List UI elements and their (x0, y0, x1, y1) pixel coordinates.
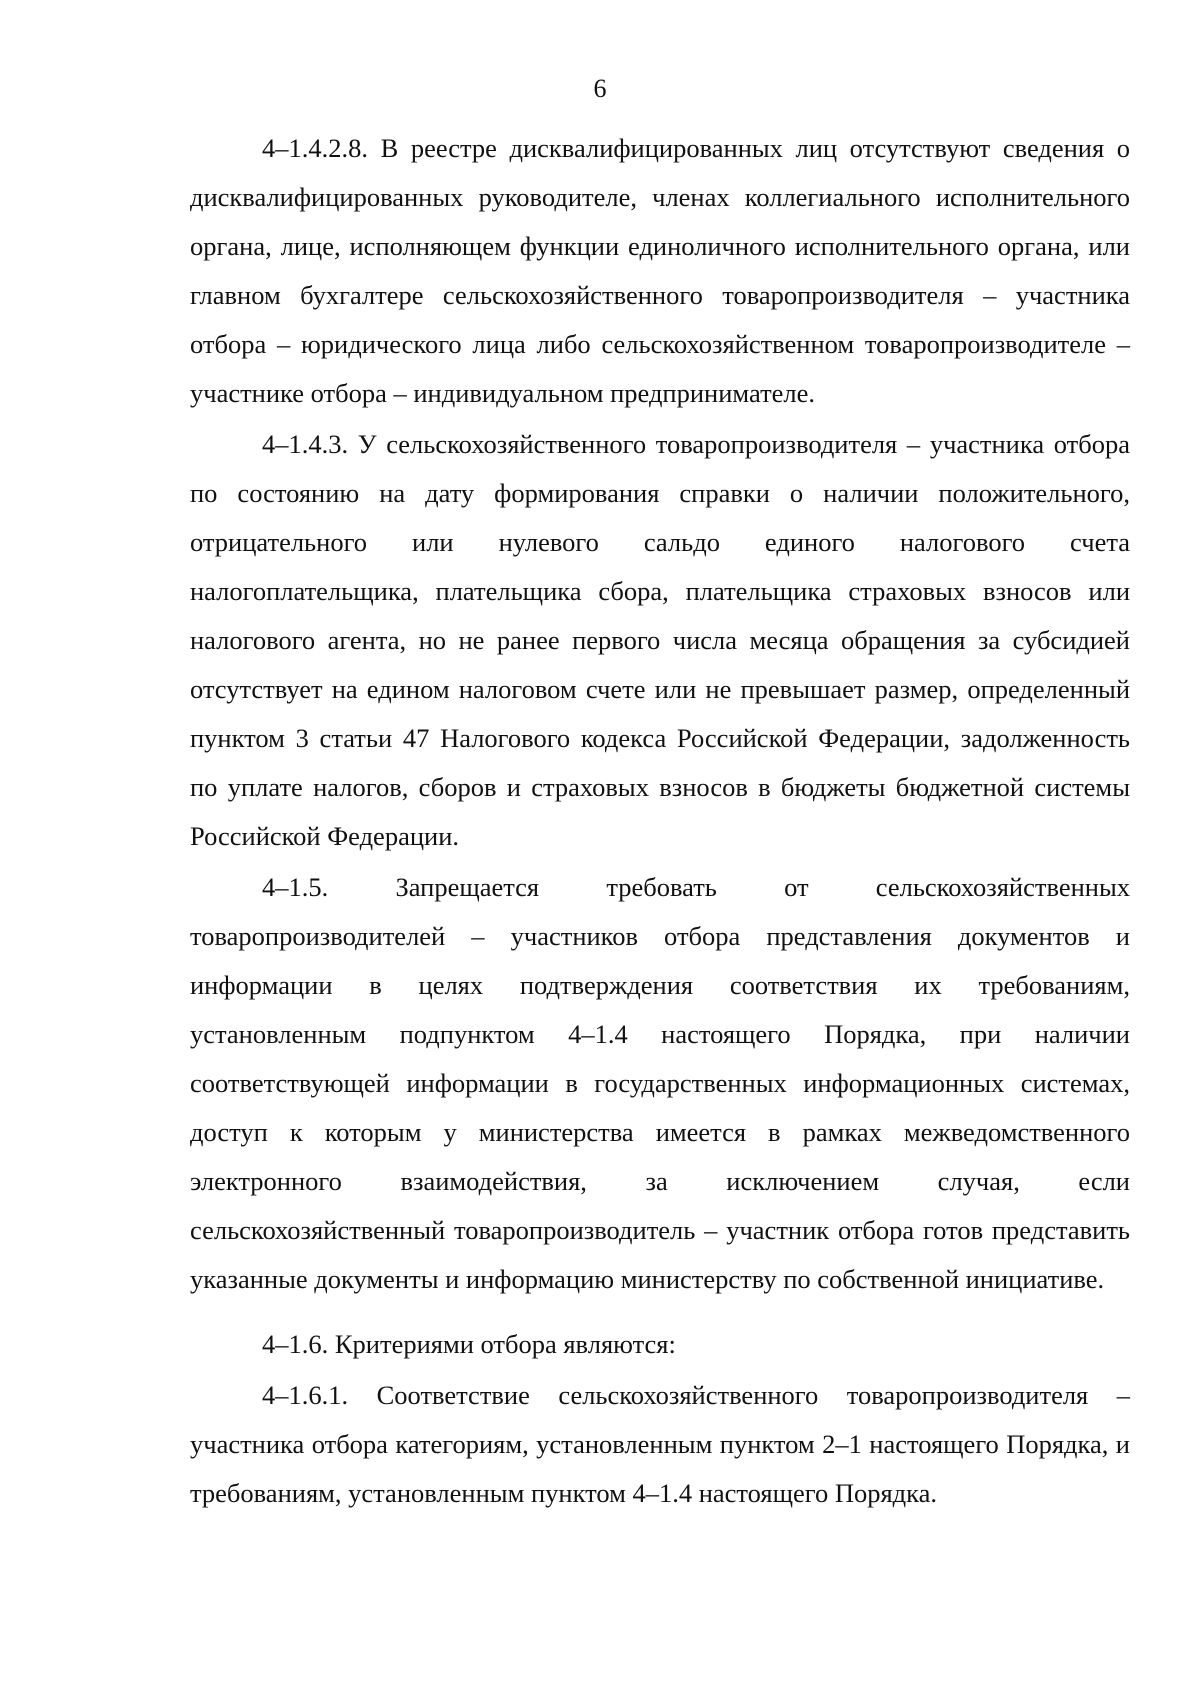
paragraph-4-1-6-1: 4–1.6.1. Соответствие сельскохозяйственного товаропроизводителя – участника отбора категориям, установленным пунктом 2–1 настоящего Порядка, и требованиям, установленным пунктом 4–1.4 настоящего Порядка. (190, 1380, 1130, 1508)
paragraph-4-1-4-2-8: 4–1.4.2.8. В реестре дисквалифицированных лиц отсутствуют сведения о дисквалифицированных руководителе, членах коллегиального исполнительного органа, лице, исполняющем функции единоличного исполнительного органа, или главном бухгалтере сельскохозяйственного товаропроизводителя – участника отбора – юридического лица либо сельскохозяйственном товаропроизводителе – участнике отбора – индивидуальном предпринимателе. (190, 133, 1130, 408)
document-body (190, 124, 1130, 1518)
paragraph-4-1-4-3: 4–1.4.3. У сельскохозяйственного товаропроизводителя – участника отбора по состоянию на дату формирования справки о наличии положительного, отрицательного или нулевого сальдо единого налогового счета налогоплательщика, плательщика сбора, плательщика страховых взносов или налогового агента, но не ранее первого числа месяца обращения за субсидией отсутствует на едином налоговом счете или не превышает размер, определенный пунктом 3 статьи 47 Налогового кодекса Российской Федерации, задолженность по уплате налогов, сборов и страховых взносов в бюджеты бюджетной системы Российской Федерации. (190, 429, 1130, 851)
paragraph-4-1-6: 4–1.6. Критериями отбора являются: (262, 1329, 676, 1359)
page-number: 6 (593, 74, 607, 103)
paragraph-4-1-5: 4–1.5. Запрещается требовать от сельскохозяйственных товаропроизводителей – участников отбора представления документов и информации в целях подтверждения соответствия их требованиям, установленным подпунктом 4–1.4 настоящего Порядка, при наличии соответствующей информации в государственных информационных системах, доступ к которым у министерства имеется в рамках межведомственного электронного взаимодействия, за исключением случая, если сельскохозяйственный товаропроизводитель – участник отбора готов представить указанные документы и информацию министерству по собственной инициативе. (190, 872, 1130, 1294)
